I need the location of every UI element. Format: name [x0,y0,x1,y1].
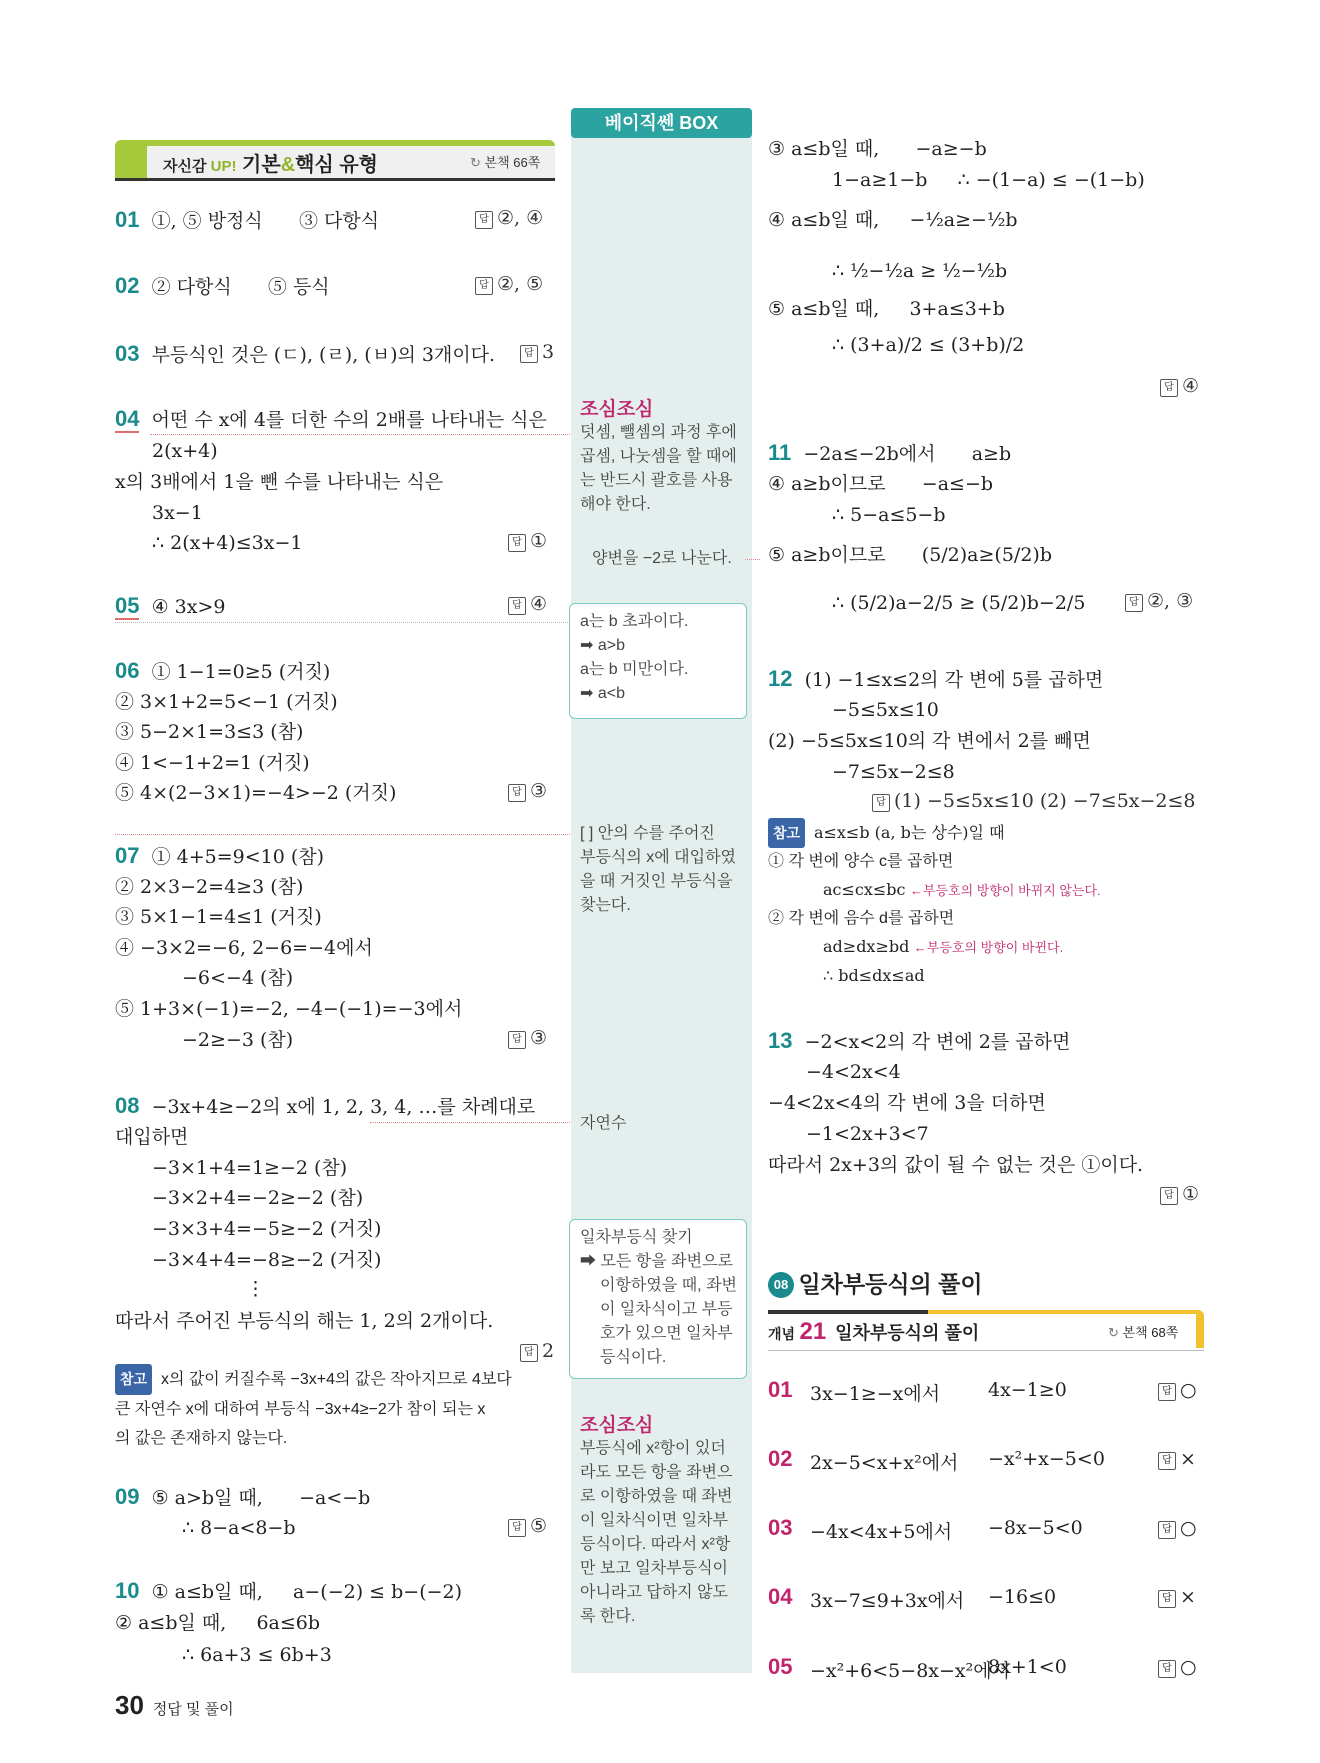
item-answer [1158,1517,1197,1539]
note-line3: 의 값은 존재하지 않는다. [115,1430,288,1447]
problem-number: 05 [115,593,140,618]
answer-09 [508,1515,547,1537]
item-left: 3x−7≤9+3x에서 [810,1590,965,1612]
footer-label: 정답 및 풀이 [152,1701,234,1718]
problem-text: ① 4+5=9<10 (참) [151,846,325,868]
answer-icon: 답 [475,277,493,295]
answer-icon: 답 [520,345,538,363]
problem-04-line5: ∴ 2(x+4)≤3x−1 [152,532,303,554]
answer-10 [1160,375,1199,397]
problem-11-line4: ⑤ a≥b이므로 (5/2)a≥(5/2)b [768,544,1052,566]
caution-line: 는 반드시 괄호를 사용 [580,472,733,489]
answer-01 [475,207,543,229]
problem-04-line2: 2(x+4) [152,440,218,462]
problem-08-line5: −3×3+4=−5≥−2 (거짓) [152,1218,382,1240]
problem-10-line1 [115,1578,462,1605]
answer-text: ⑤ [530,1515,548,1537]
definition-line: a는 b 초과이다. [580,613,689,630]
problem-01 [115,207,379,234]
caution-line: 덧셈, 뺄셈의 과정 후에 [580,424,737,441]
problem-03 [115,341,495,368]
answer-icon: 답 [508,784,526,802]
note-12 [768,818,1208,990]
concept-top-line [768,1310,928,1314]
connector-11 [745,559,760,560]
answer-icon: 답 [1158,1521,1176,1539]
section-title-text: 일차부등식의 풀이 [798,1271,983,1297]
problem-number: 06 [115,658,140,683]
problem-number: 13 [768,1028,793,1053]
problem-text: ④ 3x>9 [151,596,226,618]
answer-icon: 답 [1125,594,1143,612]
problem-number: 03 [115,341,140,366]
item-answer [1158,1379,1197,1401]
problem-06-line4: ④ 1<−1+2=1 (거짓) [115,752,310,774]
problem-10-line8: ⑤ a≤b일 때, 3+a≤3+b [768,298,1005,320]
refresh-icon: ↻ [470,155,481,170]
definition-line: ➡ a<b [580,685,625,702]
note-line: 찾는다. [580,897,631,914]
problem-08-line4: −3×2+4=−2≥−2 (참) [152,1187,364,1209]
item-answer [1158,1586,1196,1608]
linear-box-line: 이 일차식이고 부등 [600,1301,733,1318]
linear-box-text [580,1226,737,1370]
problem-12-line3: (2) −5≤5x≤10의 각 변에서 2를 빼면 [768,730,1091,752]
concept-header [768,1310,1208,1352]
problem-number: 12 [768,666,793,691]
problem-06-line2: ② 3×1+2=5<−1 (거짓) [115,691,338,713]
note-line [768,933,1208,962]
problem-07-line7: −2≥−3 (참) [182,1029,294,1051]
problem-07-line4: ④ −3×2=−6, 2−6=−4에서 [115,937,373,959]
problem-06-line5: ⑤ 4×(2−3×1)=−4>−2 (거짓) [115,782,397,804]
problem-number: 09 [115,1484,140,1509]
problem-11-line5: ∴ (5/2)a−2/5 ≥ (5/2)b−2/5 [832,592,1086,614]
page-footer [115,1690,234,1721]
problem-10-line2: ② a≤b일 때, 6a≤6b [115,1612,321,1634]
item-number: 02 [768,1446,793,1471]
note-comment: ←부등호의 방향이 바뀌지 않는다. [909,883,1101,898]
caution-line: 만 보고 일차부등식이 [580,1560,728,1577]
item-left: 3x−1≥−x에서 [810,1383,941,1405]
problem-number: 07 [115,843,140,868]
answer-icon: 답 [1158,1383,1176,1401]
problem-13-line5: 따라서 2x+3의 값이 될 수 없는 것은 ①이다. [768,1154,1144,1176]
connector-05 [115,622,570,623]
answer-05 [508,593,547,615]
header-bottom-line [115,178,555,181]
problem-04-line1 [115,406,547,433]
answer-04 [508,530,547,552]
answer-icon: 답 [508,1031,526,1049]
list-item [768,1446,1208,1474]
section-title [768,1266,983,1299]
answer-icon: 답 [1160,1187,1178,1205]
concept-number: 21 [799,1318,827,1345]
concept-corner [1196,1310,1204,1348]
item-right: 4x−1≥0 [988,1379,1067,1401]
answer-text: ① [1182,1183,1200,1205]
note-line [768,818,1208,848]
caution-line: 해야 한다. [580,496,651,513]
problem-08-line3: −3×1+4=1≥−2 (참) [152,1157,348,1179]
problem-08-line7: ⋮ [246,1278,265,1300]
answer-06 [508,780,547,802]
problem-04-line3: x의 3배에서 1을 뺀 수를 나타내는 식은 [115,471,444,493]
problem-08-line8: 따라서 주어진 부등식의 해는 1, 2의 2개이다. [115,1310,494,1332]
list-item [768,1654,1208,1682]
answer-icon: 답 [508,1519,526,1537]
page-number: 30 [115,1690,144,1720]
problem-09-line2: ∴ 8−a<8−b [182,1517,296,1539]
problem-text: −3x+4≥−2의 x에 1, 2, 3, 4, …를 차례대로 [151,1096,536,1118]
problem-text: ② 다항식 ⑤ 등식 [151,276,330,298]
problem-number: 10 [115,1578,140,1603]
list-item [768,1584,1208,1612]
answer-text: × [1180,1448,1196,1470]
list-item [768,1377,1208,1405]
problem-text: 부등식인 것은 (ㄷ), (ㄹ), (ㅂ)의 3개이다. [151,344,496,366]
refresh-icon: ↻ [1108,1325,1119,1340]
caution-line: 아니라고 답하지 않도 [580,1584,728,1601]
caution-text [580,421,750,517]
note-line: 을 때 거짓인 부등식을 [580,873,733,890]
problem-13-line2: −4<2x<4 [806,1061,901,1083]
problem-10-line4: ③ a≤b일 때, −a≥−b [768,138,987,160]
problem-11-line1 [768,440,1011,467]
answer-03 [520,341,554,363]
problem-05 [115,593,225,620]
caution-title: 조심조심 [580,398,654,420]
problem-13-line1 [768,1028,1070,1055]
problem-10-line6: ④ a≤b일 때, −½a≥−½b [768,209,1018,231]
problem-text: ① 1−1=0≥5 (거짓) [151,661,331,683]
item-answer [1158,1656,1197,1678]
answer-icon: 답 [872,794,890,812]
caution-line: 등식이다. 따라서 x²항 [580,1536,731,1553]
concept-title [768,1318,979,1346]
item-left: −x²+6<5−8x−x²에서 [810,1660,1010,1682]
caution-title: 조심조심 [580,1414,654,1436]
problem-text: −2<x<2의 각 변에 2를 곱하면 [804,1031,1071,1053]
note-substitute [580,822,736,918]
problem-07-line3: ③ 5×1−1=4≤1 (거짓) [115,906,322,928]
problem-09-line1 [115,1484,370,1511]
note-divide: 양변을 −2로 나눈다. [592,550,732,567]
item-number: 03 [768,1515,793,1540]
item-number: 01 [768,1377,793,1402]
problem-number: 01 [115,207,140,232]
sidebar-box-title-text: 베이직쎈 BOX [604,113,719,133]
answer-icon: 답 [1160,379,1178,397]
answer-text: × [1180,1586,1196,1608]
caution-line: 록 한다. [580,1608,636,1625]
answer-icon: 답 [1158,1660,1176,1678]
list-item [768,1515,1208,1543]
answer-text: ○ [1180,1656,1197,1678]
connector-06 [115,834,570,835]
problem-number: 02 [115,273,140,298]
linear-box-line: 호가 있으면 일차부 [600,1325,733,1342]
answer-02 [475,273,543,295]
caution-text [580,1437,750,1629]
answer-icon: 답 [508,597,526,615]
note-badge: 참고 [768,818,805,848]
header-page-ref-text: 본책 66쪽 [484,155,541,170]
item-right: −8x−5<0 [988,1517,1083,1539]
note-line: 부등식의 x에 대입하였 [580,849,736,866]
problem-11-line3: ∴ 5−a≤5−b [832,504,946,526]
note-text: ad≥dx≥bd [823,937,910,956]
problem-number: 11 [768,440,792,465]
note-comment: ←부등호의 방향이 바뀐다. [913,940,1064,955]
problem-number: 08 [115,1093,140,1118]
answer-text: 3 [542,341,555,363]
answer-icon: 답 [508,534,526,552]
item-number: 05 [768,1654,793,1679]
concept-top-accent [928,1310,1200,1314]
section-badge: 08 [768,1272,794,1298]
definition-text [580,610,688,706]
header-badge-up: UP! [210,158,237,175]
concept-label: 개념 [768,1326,796,1342]
header-title-a: 기본 [242,154,281,176]
problem-10-line7: ∴ ½−½a ≥ ½−½b [832,260,1008,282]
problem-02 [115,273,330,300]
problem-06-line3: ③ 5−2×1=3≤3 (참) [115,721,304,743]
header-dark-edge [115,146,147,180]
problem-text: ① a≤b일 때, a−(−2) ≤ b−(−2) [151,1581,463,1603]
definition-line: ➡ a>b [580,637,625,654]
caution-1 [580,394,750,517]
caution-2 [580,1410,750,1629]
answer-text: ④ [530,593,548,615]
linear-box-line: 이항하였을 때, 좌변 [600,1277,737,1294]
problem-04-line4: 3x−1 [152,502,203,524]
note-badge: 참고 [115,1364,152,1395]
sidebar-box-title [571,108,752,138]
connector-04 [150,434,570,435]
answer-text: ○ [1180,1517,1197,1539]
item-right: 8x+1<0 [988,1656,1067,1678]
problem-number: 04 [115,406,140,431]
problem-text: ①, ⑤ 방정식 ③ 다항식 [151,210,380,232]
problem-06-line1 [115,658,330,685]
note-line [768,876,1208,905]
connector-08 [370,1122,570,1123]
answer-icon: 답 [1158,1452,1176,1470]
item-number: 04 [768,1584,793,1609]
caution-line: 라도 모든 항을 좌변으 [580,1464,733,1481]
answer-text: ③ [530,780,548,802]
linear-box-line: ➡ 모든 항을 좌변으로 [580,1253,733,1270]
problem-12-line4: −7≤5x−2≤8 [832,761,955,783]
problem-07-line1 [115,843,324,870]
note-line1: x의 값이 커질수록 −3x+4의 값은 작아지므로 4보다 [160,1371,512,1388]
problem-07-line2: ② 2×3−2=4≥3 (참) [115,876,304,898]
item-left: 2x−5<x+x²에서 [810,1452,959,1474]
caution-line: 부등식에 x²항이 있더 [580,1440,726,1457]
note-text: ac≤cx≤bc [823,880,906,899]
section-header [115,140,555,180]
problem-text: −2a≤−2b에서 a≥b [803,443,1012,465]
answer-13 [1160,1183,1199,1205]
caution-line: 로 이항하였을 때 좌변 [580,1488,733,1505]
header-title [163,148,378,177]
note-line: ① 각 변에 양수 c를 곱하면 [768,853,954,870]
problem-13-line4: −1<2x+3<7 [806,1123,929,1145]
note-line: [ ] 안의 수를 주어진 [580,825,715,842]
note-text: a≤x≤b (a, b는 상수)일 때 [813,823,1005,842]
note-line: ② 각 변에 음수 d를 곱하면 [768,910,955,927]
problem-08-line2: 대입하면 [115,1126,189,1148]
concept-page-ref-text: 본책 68쪽 [1122,1325,1179,1340]
item-right: −16≤0 [988,1586,1057,1608]
answer-08 [520,1340,554,1362]
definition-line: a는 b 미만이다. [580,661,689,678]
note-natural: 자연수 [580,1115,627,1132]
header-title-amp: & [280,154,296,176]
problem-text: ⑤ a>b일 때, −a<−b [151,1487,371,1509]
answer-text: 2 [542,1340,555,1362]
note-line: ∴ bd≤dx≤ad [823,966,925,985]
concept-page-ref [1108,1322,1178,1341]
problem-text: (1) −1≤x≤2의 각 변에 5를 곱하면 [804,669,1104,691]
problem-11-line2: ④ a≥b이므로 −a≤−b [768,473,994,495]
linear-box [569,1219,747,1379]
caution-line: 이 일차식이면 일차부 [580,1512,728,1529]
problem-10-line9: ∴ (3+a)/2 ≤ (3+b)/2 [832,334,1025,356]
answer-text: ○ [1180,1379,1197,1401]
answer-text: ① [530,530,548,552]
answer-text: (1) −5≤5x≤10 (2) −7≤5x−2≤8 [894,790,1196,812]
answer-icon: 답 [1158,1590,1176,1608]
concept-bottom-line [768,1350,1204,1351]
answer-11 [1125,590,1193,612]
answer-icon: 답 [475,211,493,229]
item-right: −x²+x−5<0 [988,1448,1105,1470]
problem-text: 어떤 수 x에 4를 더한 수의 2배를 나타내는 식은 [151,409,547,431]
answer-text: ②, ④ [497,207,544,229]
header-title-b: 핵심 유형 [295,154,378,176]
note-08 [115,1364,555,1453]
problem-12-line2: −5≤5x≤10 [832,699,939,721]
problem-12-line1 [768,666,1103,693]
problem-07-line5: −6<−4 (참) [182,967,294,989]
note-line2: 큰 자연수 x에 대하여 부등식 −3x+4≥−2가 참이 되는 x [115,1401,486,1418]
problem-08-line1 [115,1093,535,1120]
answer-icon: 답 [520,1344,538,1362]
answer-text: ②, ⑤ [497,273,544,295]
answer-07 [508,1027,547,1049]
answer-12 [872,790,1196,812]
problem-08-line6: −3×4+4=−8≥−2 (거짓) [152,1249,382,1271]
problem-13-line3: −4<2x<4의 각 변에 3을 더하면 [768,1092,1046,1114]
item-left: −4x<4x+5에서 [810,1521,953,1543]
problem-10-line3: ∴ 6a+3 ≤ 6b+3 [182,1644,332,1666]
definition-box [569,603,747,719]
linear-box-line: 등식이다. [600,1349,667,1366]
answer-text: ②, ③ [1147,590,1194,612]
answer-text: ④ [1182,375,1200,397]
linear-box-line: 일차부등식 찾기 [580,1229,693,1246]
item-answer [1158,1448,1196,1470]
answer-text: ③ [530,1027,548,1049]
concept-title-text: 일차부등식의 풀이 [835,1323,980,1343]
problem-10-line5: 1−a≥1−b ∴ −(1−a) ≤ −(1−b) [832,169,1145,191]
caution-line: 곱셈, 나눗셈을 할 때에 [580,448,737,465]
problem-07-line6: ⑤ 1+3×(−1)=−2, −4−(−1)=−3에서 [115,998,463,1020]
header-badge-prefix: 자신감 [163,158,211,175]
header-page-ref [470,152,540,171]
